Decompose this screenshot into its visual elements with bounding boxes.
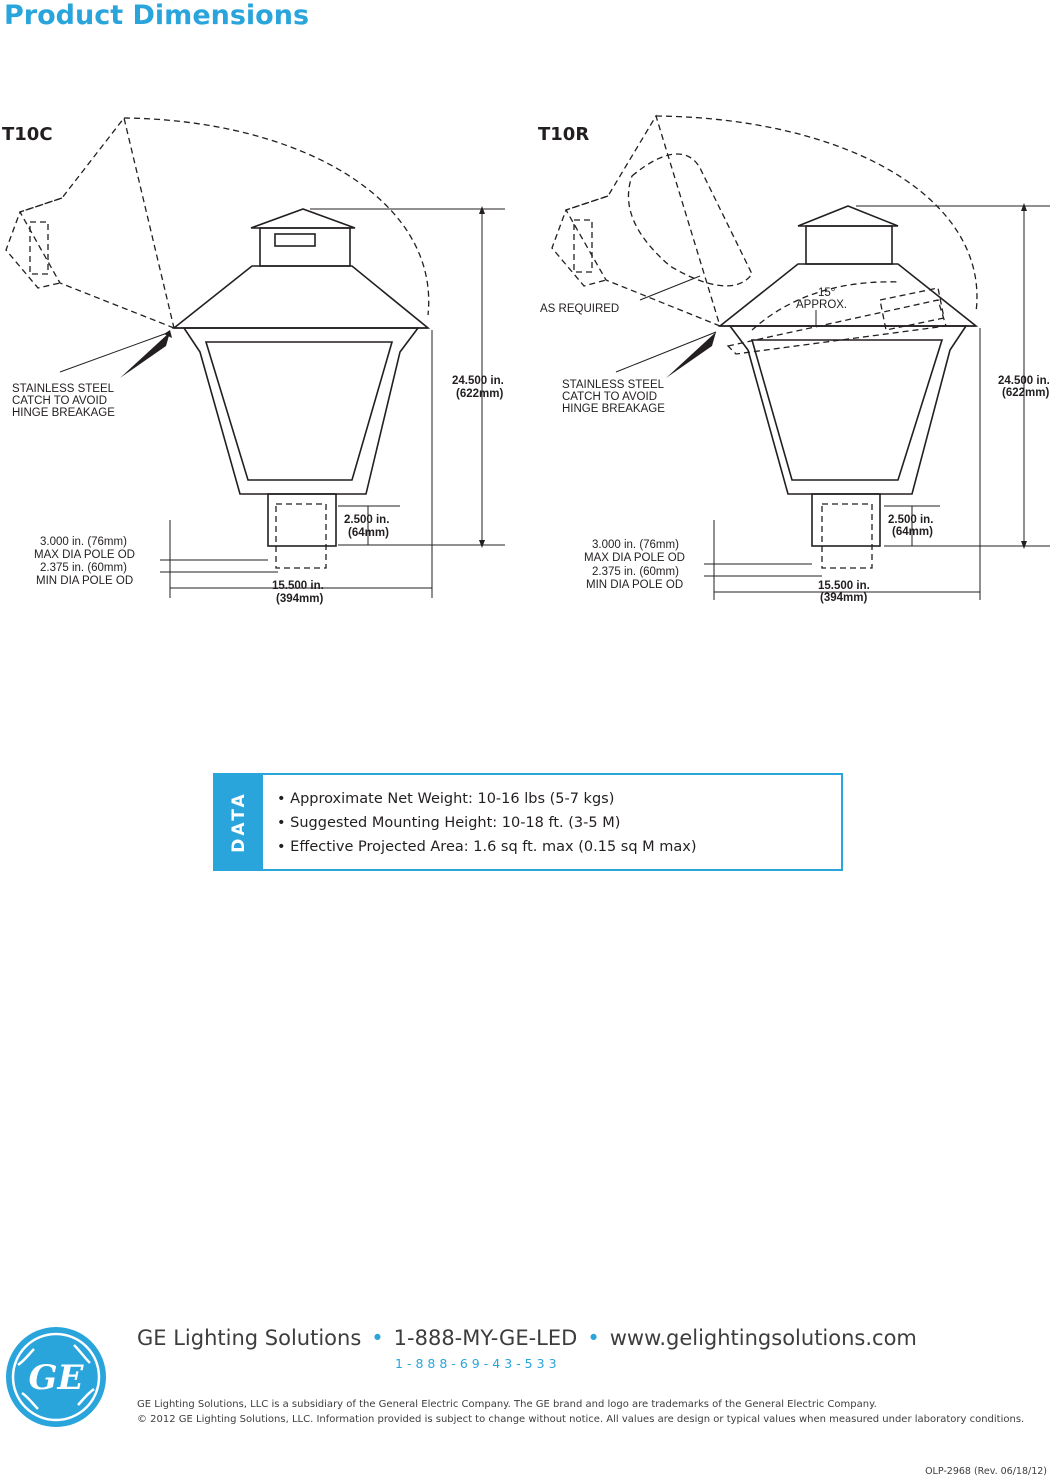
t10r-fixture-outline <box>720 206 976 546</box>
t10r-catch-note-line3: HINGE BREAKAGE <box>562 403 665 415</box>
t10c-height-dimension: 24.500 in. <box>452 375 504 387</box>
t10r-pole-max-label: MAX DIA POLE OD <box>584 552 685 564</box>
footer-website-link[interactable]: www.gelightingsolutions.com <box>609 1326 917 1350</box>
t10c-catch-note-line3: HINGE BREAKAGE <box>12 407 115 419</box>
t10r-tenon-dimension: 2.500 in. <box>888 514 934 526</box>
t10r-angle-value: 15° <box>818 287 836 299</box>
t10c-pole-max: 3.000 in. (76mm) <box>40 536 127 548</box>
data-item-projected-area: • Effective Projected Area: 1.6 sq ft. max (0.15 sq M max) <box>277 839 697 855</box>
t10c-tenon-dimension: 2.500 in. <box>344 514 390 526</box>
t10r-as-required-note: AS REQUIRED <box>540 303 620 315</box>
t10r-dimension-drawing <box>533 100 1053 610</box>
footer-legal <box>137 1397 1024 1427</box>
footer-phone-numeric: 1-888-69-43-533 <box>395 1356 561 1371</box>
t10r-pole-min-label: MIN DIA POLE OD <box>586 579 684 591</box>
t10r-width-dimension: 15.500 in. <box>818 580 870 592</box>
data-box <box>213 773 843 871</box>
ge-logo-text: GE <box>28 1358 84 1398</box>
t10c-width-metric: (394mm) <box>276 593 324 605</box>
figure-label-t10r: T10R <box>538 124 590 145</box>
t10c-width-dimension: 15.500 in. <box>272 580 324 592</box>
t10r-pole-min: 2.375 in. (60mm) <box>592 566 679 578</box>
data-item-mounting-height: • Suggested Mounting Height: 10-18 ft. (3-5 M) <box>277 815 621 831</box>
t10c-height-metric: (622mm) <box>456 388 504 400</box>
ge-logo <box>4 1325 108 1429</box>
page-title: Product Dimensions <box>4 0 310 31</box>
t10c-pole-max-label: MAX DIA POLE OD <box>34 549 135 561</box>
footer-separator-dot: • <box>371 1326 384 1350</box>
data-tab-label: DATA <box>229 791 249 853</box>
footer-legal-line2: © 2012 GE Lighting Solutions, LLC. Information provided is subject to change without notice. All values are design or typical values when measured under laboratory conditions. <box>137 1414 1025 1425</box>
t10c-pole-min-label: MIN DIA POLE OD <box>36 575 134 587</box>
footer-legal-line1: GE Lighting Solutions, LLC is a subsidiary of the General Electric Company. The GE brand and logo are trademarks of the General Electric Company. <box>137 1399 877 1410</box>
t10r-catch-note-line1: STAINLESS STEEL <box>562 379 665 391</box>
data-item-weight: • Approximate Net Weight: 10-16 lbs (5-7 kgs) <box>277 791 615 807</box>
t10c-dimension-drawing <box>0 100 520 610</box>
data-tab <box>215 775 263 869</box>
t10r-height-dimension: 24.500 in. <box>998 375 1050 387</box>
t10r-open-position-outline <box>552 116 977 568</box>
t10r-angle-approx: APPROX. <box>796 299 848 311</box>
footer-separator-dot: • <box>587 1326 600 1350</box>
t10c-catch-note-line2: CATCH TO AVOID <box>12 395 107 407</box>
t10r-height-metric: (622mm) <box>1002 387 1050 399</box>
t10r-catch-note-line2: CATCH TO AVOID <box>562 391 657 403</box>
t10c-tenon-metric: (64mm) <box>348 527 389 539</box>
t10c-catch-note-line1: STAINLESS STEEL <box>12 383 115 395</box>
t10c-open-position-outline <box>6 118 429 568</box>
data-list <box>277 787 697 859</box>
figure-label-t10c: T10C <box>2 124 53 145</box>
footer-contact-line <box>137 1326 917 1350</box>
document-code: OLP-2968 (Rev. 06/18/12) <box>925 1466 1047 1477</box>
t10r-tenon-metric: (64mm) <box>892 526 933 538</box>
t10c-fixture-outline <box>174 209 428 546</box>
footer-phone: 1-888-MY-GE-LED <box>393 1326 578 1350</box>
t10r-width-metric: (394mm) <box>820 592 868 604</box>
t10c-pole-min: 2.375 in. (60mm) <box>40 562 127 574</box>
footer-company: GE Lighting Solutions <box>137 1326 362 1350</box>
t10r-pole-max: 3.000 in. (76mm) <box>592 539 679 551</box>
